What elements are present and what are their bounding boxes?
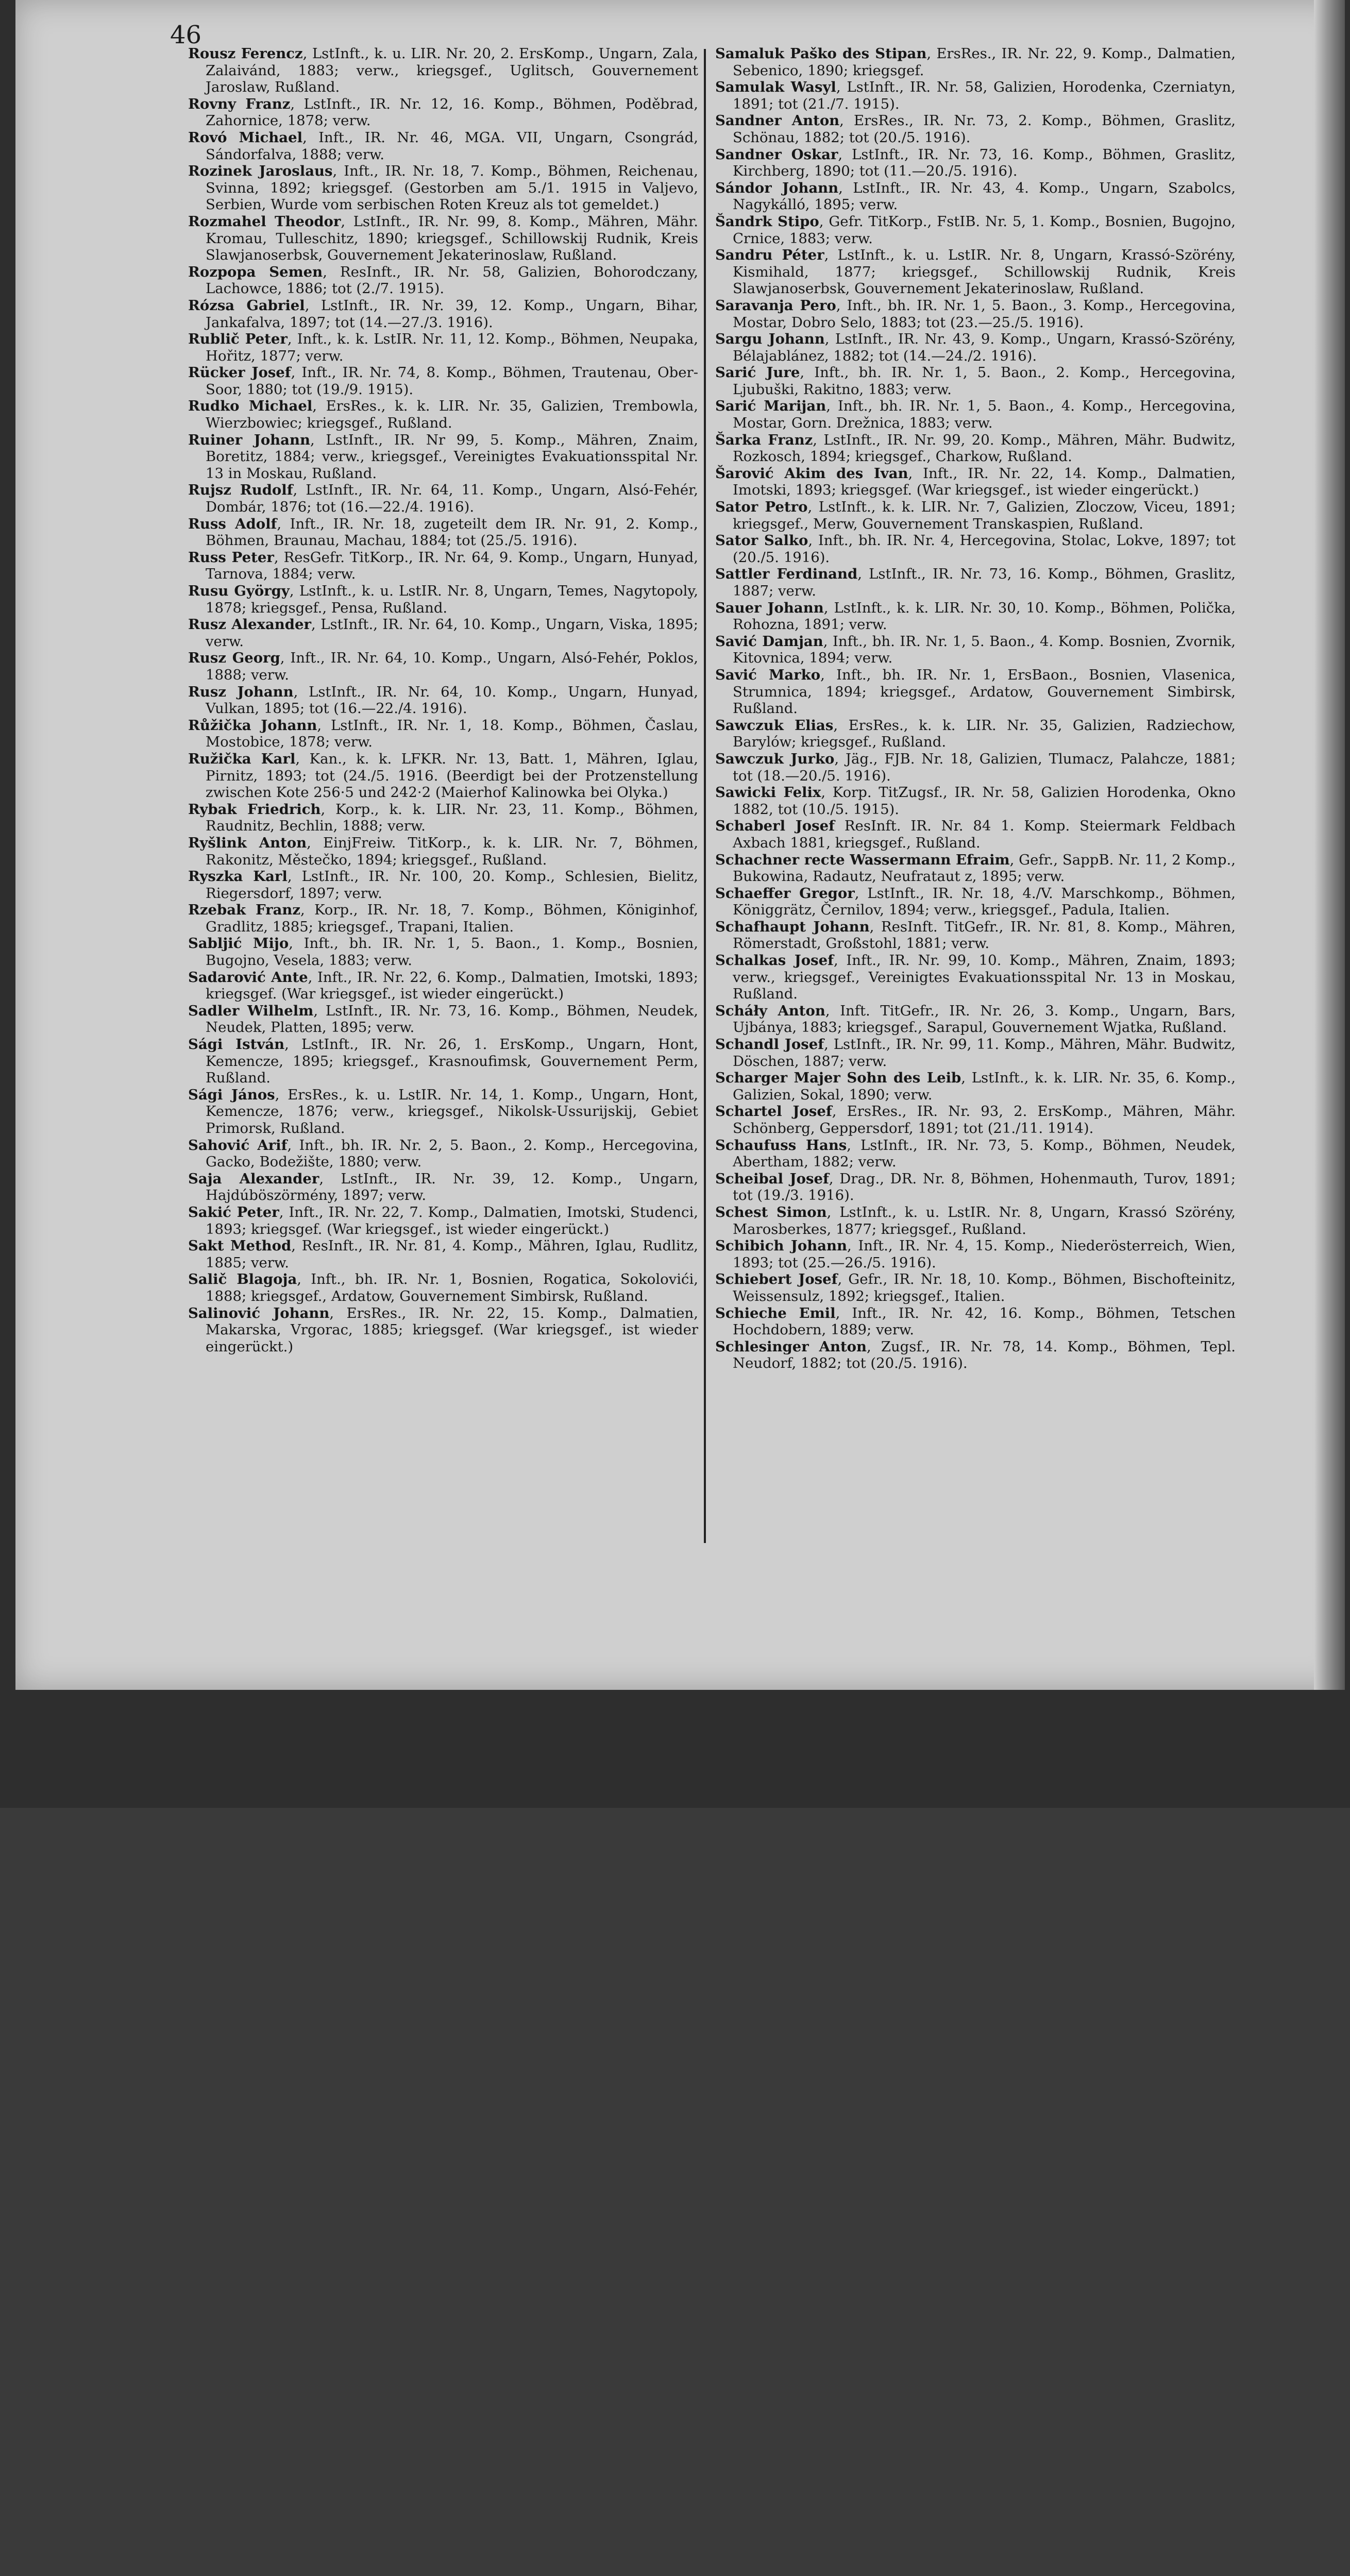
entry-text: , Inft., bh. IR. Nr. 1, 5. Baon., 3. Komp., Hercegovina, Mostar, Dobro Selo, 1883; tot (23.—25./5. 1916).: [733, 297, 1236, 331]
entry-text: , Drag., DR. Nr. 8, Böhmen, Hohenmauth, Turov, 1891; tot (19./3. 1916).: [733, 1170, 1236, 1204]
list-item: [715, 1103, 1236, 1137]
entry-text: , LstInft., IR. Nr. 73, 16. Komp., Böhmen, Graslitz, Kirchberg, 1890; tot (11.—20./5. 1916).: [733, 146, 1236, 180]
entry-name: Schieche Emil: [715, 1304, 836, 1321]
footer-bar: [0, 1690, 1350, 1808]
entry-name: Schartel Josef: [715, 1103, 832, 1120]
list-item: [188, 45, 698, 96]
list-item: [188, 717, 698, 751]
list-item: [715, 1204, 1236, 1238]
entry-text: , LstInft., IR. Nr. 73, 5. Komp., Böhmen, Neudek, Abertham, 1882; verw.: [733, 1137, 1236, 1171]
entry-name: Sandner Oskar: [715, 146, 838, 163]
entry-name: Rusz Alexander: [188, 616, 311, 633]
entry-text: , Korp., IR. Nr. 18, 7. Komp., Böhmen, Königinhof, Gradlitz, 1885; kriegsgef., Trapani, Italien.: [206, 902, 698, 935]
entry-name: Samaluk Paško des Stipan: [715, 45, 927, 62]
list-item: [188, 432, 698, 482]
entry-text: , ErsRes., IR. Nr. 73, 2. Komp., Böhmen, Graslitz, Schönau, 1882; tot (20./5. 1916).: [733, 112, 1236, 146]
list-item: [188, 969, 698, 1003]
entry-name: Sawczuk Jurko: [715, 750, 835, 767]
entry-name: Rujsz Rudolf: [188, 482, 293, 499]
entry-name: Rozmahel Theodor: [188, 213, 341, 230]
entry-name: Schaeffer Gregor: [715, 885, 855, 902]
entry-text: , Inft., IR. Nr. 64, 10. Komp., Ungarn, Alsó-Fehér, Poklos, 1888; verw.: [206, 650, 698, 683]
entry-name: Saja Alexander: [188, 1170, 319, 1187]
entry-name: Ryszka Karl: [188, 868, 288, 885]
entry-name: Rousz Ferencz: [188, 45, 303, 62]
entry-text: , Inft., bh. IR. Nr. 1, Bosnien, Rogatica, Sokolovići, 1888; kriegsgef., Ardatow, Gouvernement Simbirsk, Rußland.: [206, 1271, 698, 1304]
entry-name: Rzebak Franz: [188, 902, 301, 919]
entry-text: , LstInft., IR. Nr. 43, 4. Komp., Ungarn, Szabolcs, Nagykálló, 1895; verw.: [733, 179, 1236, 213]
entry-text: , Inft., bh. IR. Nr. 1, 5. Baon., 2. Komp., Hercegovina, Ljubuški, Rakitno, 1883; verw.: [733, 364, 1236, 398]
entry-name: Schaufuss Hans: [715, 1137, 847, 1154]
list-item: [715, 717, 1236, 751]
entry-text: , LstInft., k. u. LstIR. Nr. 8, Ungarn, Krassó-Szörény, Kismihald, 1877; kriegsgef., Schillowskij Rudnik, Kreis Slawjanoserbsk, Gouvernement Jekaterinoslaw, Rußland.: [733, 247, 1236, 297]
entry-name: Savić Marko: [715, 666, 821, 683]
entry-text: , LstInft., IR. Nr. 73, 16. Komp., Böhmen, Neudek, Neudek, Platten, 1895; verw.: [206, 1002, 698, 1036]
list-item: [715, 79, 1236, 112]
entry-text: , Korp., k. k. LIR. Nr. 23, 11. Komp., Böhmen, Raudnitz, Bechlin, 1888; verw.: [206, 801, 698, 835]
entry-name: Rusz Johann: [188, 683, 294, 700]
entry-text: , LstInft., k. k. LIR. Nr. 30, 10. Komp., Böhmen, Polička, Rohozna, 1891; verw.: [733, 599, 1236, 633]
entry-name: Rudko Michael: [188, 398, 313, 415]
entry-text: , Gefr. TitKorp., FstIB. Nr. 5, 1. Komp., Bosnien, Bugojno, Crnice, 1883; verw.: [733, 213, 1236, 247]
entry-text: , Inft., IR. Nr. 18, zugeteilt dem IR. Nr. 91, 2. Komp., Böhmen, Braunau, Machau, 1884; tot (25./5. 1916).: [206, 515, 698, 549]
list-item: [188, 1036, 698, 1087]
list-item: [188, 1238, 698, 1271]
list-item: [715, 247, 1236, 297]
entry-text: , LstInft., IR. Nr. 73, 16. Komp., Böhmen, Graslitz, 1887; verw.: [733, 566, 1236, 599]
entry-name: Rozinek Jaroslaus: [188, 163, 333, 180]
entry-name: Russ Peter: [188, 549, 274, 566]
list-item: [188, 364, 698, 398]
list-item: [188, 684, 698, 717]
entry-text: , LstInft., k. u. LIR. Nr. 20, 2. ErsKomp., Ungarn, Zala, Zalaivánd, 1883; verw., kriegsgef., Uglitsch, Gouvernement Jaroslaw, Rußland.: [206, 45, 699, 96]
entry-text: , LstInft., IR. Nr. 64, 10. Komp., Ungarn, Viska, 1895; verw.: [206, 616, 698, 650]
list-item: [188, 801, 698, 835]
entry-name: Sakić Peter: [188, 1204, 279, 1221]
entry-name: Rovny Franz: [188, 95, 291, 112]
entry-text: , ResGefr. TitKorp., IR. Nr. 64, 9. Komp., Ungarn, Hunyad, Tarnova, 1884; verw.: [206, 549, 698, 583]
entry-name: Růžička Johann: [188, 717, 317, 734]
entry-name: Sawicki Felix: [715, 784, 821, 801]
list-item: [188, 297, 698, 331]
list-item: [188, 331, 698, 364]
entry-text: , Inft., IR. Nr. 22, 7. Komp., Dalmatien, Imotski, Studenci, 1893; kriegsgef. (War kriegsgef., ist wieder eingerückt.): [206, 1204, 698, 1238]
entry-text: , Inft., bh. IR. Nr. 1, 5. Baon., 1. Komp., Bosnien, Bugojno, Vesela, 1883; verw.: [206, 935, 698, 969]
entry-name: Sadler Wilhelm: [188, 1002, 314, 1019]
list-item: [715, 1271, 1236, 1304]
entry-text: , Inft., IR. Nr. 4, 15. Komp., Niederösterreich, Wien, 1893; tot (25.—26./5. 1916).: [733, 1238, 1236, 1271]
entry-text: , Inft., IR. Nr. 22, 14. Komp., Dalmatien, Imotski, 1893; kriegsgef. (War kriegsgef., ist wieder eingerückt.): [733, 465, 1236, 499]
entry-name: Schiebert Josef: [715, 1271, 838, 1288]
entry-name: Sator Petro: [715, 499, 808, 516]
entry-text: , LstInft., k. u. LstIR. Nr. 8, Ungarn, Temes, Nagytopoly, 1878; kriegsgef., Pensa, Rußland.: [206, 583, 699, 616]
entry-text: , Inft., bh. IR. Nr. 2, 5. Baon., 2. Komp., Hercegovina, Gacko, Bodežište, 1880; verw.: [206, 1137, 698, 1171]
entry-name: Schachner recte Wassermann Efraim: [715, 851, 1010, 868]
entry-name: Sakt Method: [188, 1238, 292, 1255]
list-item: [715, 146, 1236, 180]
entry-text: , Korp. TitZugsf., IR. Nr. 58, Galizien Horodenka, Okno 1882, tot (10./5. 1915).: [733, 784, 1236, 818]
list-item: [188, 163, 698, 213]
list-item: [188, 1137, 698, 1171]
list-item: [715, 45, 1236, 79]
entry-text: , ErsRes., k. u. LstIR. Nr. 14, 1. Komp., Ungarn, Hont, Kemencze, 1876; verw., kriegsgef., Nikolsk-Ussurijskij, Gebiet Primorsk, Rußland.: [206, 1086, 698, 1137]
entry-name: Sarić Jure: [715, 364, 800, 381]
list-item: [188, 583, 698, 616]
entry-text: , ErsRes., IR. Nr. 93, 2. ErsKomp., Mähren, Mähr. Schönberg, Geppersdorf, 1891; tot (21./11. 1914).: [733, 1103, 1236, 1137]
entry-name: Ružička Karl: [188, 750, 296, 767]
entry-name: Savić Damjan: [715, 633, 823, 650]
entry-text: , LstInft., IR. Nr. 64, 10. Komp., Ungarn, Hunyad, Vulkan, 1895; tot (16.—22./4. 1916).: [206, 683, 698, 717]
entry-name: Russ Adolf: [188, 515, 277, 532]
list-item: [188, 1271, 698, 1304]
entry-text: , LstInft., IR. Nr. 1, 18. Komp., Böhmen, Časlau, Mostobice, 1878; verw.: [206, 717, 698, 751]
entry-name: Rózsa Gabriel: [188, 297, 305, 314]
entry-name: Šandrk Stipo: [715, 213, 819, 230]
list-item: [715, 1137, 1236, 1171]
list-item: [188, 1171, 698, 1204]
page-edge-shadow: [1314, 0, 1345, 1690]
list-item: [715, 532, 1236, 566]
entry-text: , Jäg., FJB. Nr. 18, Galizien, Tlumacz, Palahcze, 1881; tot (18.—20./5. 1916).: [733, 750, 1236, 784]
entry-name: Scháły Anton: [715, 1002, 825, 1019]
list-item: [715, 1338, 1236, 1372]
entry-text: , ErsRes., k. k. LIR. Nr. 35, Galizien, Radziechow, Barylów; kriegsgef., Rußland.: [733, 717, 1236, 751]
entry-name: Rybak Friedrich: [188, 801, 321, 818]
entry-text: , LstInft., IR. Nr. 39, 12. Komp., Ungarn, Hajdúböszörmény, 1897; verw.: [206, 1170, 698, 1204]
entry-text: , Inft., bh. IR. Nr. 4, Hercegovina, Stolac, Lokve, 1897; tot (20./5. 1916).: [733, 532, 1236, 566]
entry-text: , LstInft., IR. Nr. 100, 20. Komp., Schlesien, Bielitz, Riegersdorf, 1897; verw.: [206, 868, 698, 902]
list-item: [188, 616, 698, 650]
entry-text: , LstInft., IR. Nr. 39, 12. Komp., Ungarn, Bihar, Jankafalva, 1897; tot (14.—27./3. 1916).: [206, 297, 698, 331]
entry-text: , LstInft., IR. Nr. 99, 11. Komp., Mähren, Mähr. Budwitz, Döschen, 1887; verw.: [733, 1036, 1236, 1070]
entry-name: Sabljić Mijo: [188, 935, 289, 952]
list-item: [188, 1087, 698, 1137]
entry-text: , ErsRes., IR. Nr. 22, 9. Komp., Dalmatien, Sebenico, 1890; kriegsgef.: [733, 45, 1236, 79]
list-item: [188, 1003, 698, 1036]
entry-name: Sági István: [188, 1036, 285, 1053]
list-item: [715, 784, 1236, 818]
entry-name: Salinović Johann: [188, 1304, 330, 1321]
entry-text: , Inft., bh. IR. Nr. 1, ErsBaon., Bosnien, Vlasenica, Strumnica, 1894; kriegsgef., Ardatow, Gouvernement Simbirsk, Rußland.: [733, 666, 1236, 717]
list-item: [715, 297, 1236, 331]
entry-name: Schibich Johann: [715, 1238, 848, 1255]
list-item: [188, 1305, 698, 1355]
entry-name: Sandru Péter: [715, 247, 824, 264]
list-item: [715, 885, 1236, 919]
list-item: [188, 868, 698, 902]
entry-name: Sator Salko: [715, 532, 808, 549]
list-item: [188, 549, 698, 583]
entry-name: Rusz Georg: [188, 650, 280, 667]
entry-name: Schafhaupt Johann: [715, 918, 870, 935]
entry-text: , Zugsf., IR. Nr. 78, 14. Komp., Böhmen, Tepl. Neudorf, 1882; tot (20./5. 1916).: [733, 1338, 1236, 1372]
entry-name: Rublič Peter: [188, 331, 288, 348]
entry-text: , Inft., IR. Nr. 22, 6. Komp., Dalmatien, Imotski, 1893; kriegsgef. (War kriegsgef., ist wieder eingerückt.): [206, 969, 698, 1003]
entry-name: Samulak Wasyl: [715, 79, 836, 96]
list-item: [188, 96, 698, 129]
entry-text: , EinjFreiw. TitKorp., k. k. LIR. Nr. 7, Böhmen, Rakonitz, Městečko, 1894; kriegsgef., Rußland.: [206, 834, 698, 868]
list-item: [188, 213, 698, 264]
entry-text: , ResInft. TitGefr., IR. Nr. 81, 8. Komp., Mähren, Römerstadt, Großstohl, 1881; verw.: [733, 918, 1236, 952]
list-item: [188, 482, 698, 515]
entry-text: , ResInft., IR. Nr. 58, Galizien, Bohorodczany, Lachowce, 1886; tot (2./7. 1915).: [206, 263, 699, 297]
list-item: [188, 516, 698, 549]
entry-text: , LstInft., k. k. LIR. Nr. 7, Galizien, Zloczow, Viceu, 1891; kriegsgef., Merw, Gouvernement Transkaspien, Rußland.: [733, 499, 1236, 532]
entry-name: Sattler Ferdinand: [715, 566, 858, 583]
list-item: [715, 112, 1236, 146]
list-item: [188, 650, 698, 683]
list-item: [188, 398, 698, 431]
right-column: [715, 45, 1236, 1372]
entry-name: Salič Blagoja: [188, 1271, 297, 1288]
entry-text: , Inft., k. k. LstIR. Nr. 11, 12. Komp., Böhmen, Neupaka, Hořitz, 1877; verw.: [206, 331, 698, 364]
list-item: [715, 364, 1236, 398]
entry-name: Schest Simon: [715, 1204, 827, 1221]
entry-name: Ruiner Johann: [188, 431, 310, 448]
list-item: [715, 1238, 1236, 1271]
list-item: [188, 1204, 698, 1238]
entry-text: , Inft., IR. Nr. 42, 16. Komp., Böhmen, Tetschen Hochdobern, 1889; verw.: [733, 1304, 1236, 1338]
list-item: [715, 818, 1236, 851]
entry-name: Scheibal Josef: [715, 1170, 829, 1187]
entry-text: , LstInft., k. k. LIR. Nr. 35, 6. Komp., Galizien, Sokal, 1890; verw.: [733, 1070, 1236, 1103]
entry-name: Rücker Josef: [188, 364, 291, 381]
list-item: [715, 331, 1236, 364]
list-item: [188, 835, 698, 868]
entry-name: Šarović Akim des Ivan: [715, 465, 908, 482]
list-item: [715, 566, 1236, 599]
list-item: [715, 952, 1236, 1003]
entry-name: Šarka Franz: [715, 431, 813, 448]
entry-text: , LstInft., IR. Nr. 99, 8. Komp., Mähren, Mähr. Kromau, Tulleschitz, 1890; kriegsgef., Schillowskij Rudnik, Kreis Slawjanoserbsk, Gouvernement Jekaterinoslaw, Rußland.: [206, 213, 698, 264]
list-item: [715, 432, 1236, 465]
entry-text: , LstInft., IR. Nr. 99, 20. Komp., Mähren, Mähr. Budwitz, Rozkosch, 1894; kriegsgef., Charkow, Rußland.: [733, 431, 1236, 465]
entry-text: , Gefr., SappB. Nr. 11, 2 Komp., Bukowina, Radautz, Neufrataut z, 1895; verw.: [733, 851, 1236, 885]
entry-text: , LstInft., IR. Nr. 58, Galizien, Horodenka, Czerniatyn, 1891; tot (21./7. 1915).: [733, 79, 1236, 112]
entry-text: , LstInft., IR. Nr 99, 5. Komp., Mähren, Znaim, Boretitz, 1884; verw., kriegsgef., Vereinigtes Evakuationsspital Nr. 13 in Moskau, Rußland.: [206, 431, 698, 482]
entry-text: , LstInft., IR. Nr. 64, 11. Komp., Ungarn, Alsó-Fehér, Dombár, 1876; tot (16.—22./4. 1916).: [206, 482, 698, 516]
page-number: 46: [170, 21, 202, 49]
entry-name: Rusu György: [188, 583, 290, 599]
list-item: [715, 1070, 1236, 1103]
entry-text: , ResInft., IR. Nr. 81, 4. Komp., Mähren, Iglau, Rudlitz, 1885; verw.: [206, 1238, 699, 1271]
entry-text: , Inft., IR. Nr. 46, MGA. VII, Ungarn, Csongrád, Sándorfalva, 1888; verw.: [206, 129, 699, 163]
entry-name: Saravanja Pero: [715, 297, 836, 314]
entry-text: , LstInft., IR. Nr. 26, 1. ErsKomp., Ungarn, Hont, Kemencze, 1895; kriegsgef., Krasnoufimsk, Gouvernement Perm, Rußland.: [206, 1036, 698, 1087]
entry-text: , Inft., IR. Nr. 18, 7. Komp., Böhmen, Reichenau, Svinna, 1892; kriegsgef. (Gestorben am 5./1. 1915 in Valjevo, Serbien, Wurde vom serbischen Roten Kreuz als tot gemeldet.): [206, 163, 699, 213]
entry-text: , Kan., k. k. LFKR. Nr. 13, Batt. 1, Mähren, Iglau, Pirnitz, 1893; tot (24./5. 1916. (Beerdigt bei der Protzenstellung zwischen Kote 256·5 und 242·2 (Maierhof Kalinowka bei Olyka.): [206, 750, 698, 801]
list-item: [715, 919, 1236, 952]
entry-name: Sahović Arif: [188, 1137, 288, 1154]
list-item: [715, 751, 1236, 784]
list-item: [715, 667, 1236, 717]
list-item: [715, 465, 1236, 499]
entry-name: Schalkas Josef: [715, 952, 834, 969]
entry-text: , Inft., IR. Nr. 99, 10. Komp., Mähren, Znaim, 1893; verw., kriegsgef., Vereinigtes Evakuationsspital Nr. 13 in Moskau, Rußland.: [733, 952, 1236, 1003]
list-item: [715, 852, 1236, 885]
list-item: [715, 1171, 1236, 1204]
entry-name: Ryšlink Anton: [188, 834, 307, 851]
list-item: [188, 935, 698, 969]
list-item: [715, 213, 1236, 247]
entry-text: , Inft. TitGefr., IR. Nr. 26, 3. Komp., Ungarn, Bars, Ujbánya, 1883; kriegsgef., Sarapul, Gouvernement Wjatka, Rußland.: [733, 1002, 1236, 1036]
entry-name: Sandner Anton: [715, 112, 840, 129]
entry-name: Sargu Johann: [715, 331, 825, 348]
list-item: [715, 633, 1236, 667]
entry-text: ResInft. IR. Nr. 84 1. Komp. Steiermark Feldbach Axbach 1881, kriegsgef., Rußland.: [733, 818, 1236, 851]
list-item: [715, 398, 1236, 431]
entry-name: Sawczuk Elias: [715, 717, 834, 734]
list-item: [715, 499, 1236, 532]
entry-text: , LstInft., IR. Nr. 43, 9. Komp., Ungarn, Krassó-Szörény, Bélajablánez, 1882; tot (14.—24./2. 1916).: [733, 331, 1236, 364]
entry-name: Sándor Johann: [715, 179, 839, 196]
list-item: [188, 902, 698, 935]
entry-text: , Gefr., IR. Nr. 18, 10. Komp., Böhmen, Bischofteinitz, Weissensulz, 1892; kriegsgef., Italien.: [733, 1271, 1236, 1304]
entry-text: , LstInft., k. u. LstIR. Nr. 8, Ungarn, Krassó Szörény, Marosberkes, 1877; kriegsgef., Rußland.: [733, 1204, 1236, 1238]
list-item: [188, 751, 698, 801]
entry-name: Scharger Majer Sohn des Leib: [715, 1070, 961, 1087]
list-item: [715, 1003, 1236, 1036]
entry-text: , LstInft., IR. Nr. 12, 16. Komp., Böhmen, Poděbrad, Zahornice, 1878; verw.: [206, 95, 698, 129]
entry-text: , LstInft., IR. Nr. 18, 4./V. Marschkomp., Böhmen, Königgrätz, Černilov, 1894; verw., kriegsgef., Padula, Italien.: [733, 885, 1236, 919]
entry-name: Schandl Josef: [715, 1036, 824, 1053]
list-item: [715, 1036, 1236, 1070]
entry-name: Sadarović Ante: [188, 969, 308, 986]
entry-text: , Inft., IR. Nr. 74, 8. Komp., Böhmen, Trautenau, Ober-Soor, 1880; tot (19./9. 1915).: [206, 364, 698, 398]
entry-name: Rovó Michael: [188, 129, 303, 146]
entry-name: Schaberl Josef: [715, 818, 835, 835]
column-divider: [704, 49, 706, 1543]
entry-text: , ErsRes., k. k. LIR. Nr. 35, Galizien, Trembowla, Wierzbowiec; kriegsgef., Rußland.: [206, 398, 699, 432]
scanned-page: [15, 0, 1345, 1690]
entry-name: Sági János: [188, 1086, 275, 1103]
list-item: [188, 264, 698, 297]
entry-name: Sarić Marijan: [715, 398, 826, 415]
left-column: [188, 45, 698, 1355]
entry-text: , ErsRes., IR. Nr. 22, 15. Komp., Dalmatien, Makarska, Vrgorac, 1885; kriegsgef. (War kriegsgef., ist wieder eingerückt.): [206, 1304, 699, 1355]
list-item: [715, 1305, 1236, 1338]
entry-name: Sauer Johann: [715, 599, 824, 616]
entry-text: , Inft., bh. IR. Nr. 1, 5. Baon., 4. Komp., Hercegovina, Mostar, Gorn. Drežnica, 1883; verw.: [733, 398, 1236, 432]
list-item: [715, 180, 1236, 213]
entry-text: , Inft., bh. IR. Nr. 1, 5. Baon., 4. Komp. Bosnien, Zvornik, Kitovnica, 1894; verw.: [733, 633, 1236, 667]
list-item: [188, 129, 698, 163]
list-item: [715, 600, 1236, 633]
entry-name: Schlesinger Anton: [715, 1338, 867, 1355]
entry-name: Rozpopa Semen: [188, 263, 323, 280]
